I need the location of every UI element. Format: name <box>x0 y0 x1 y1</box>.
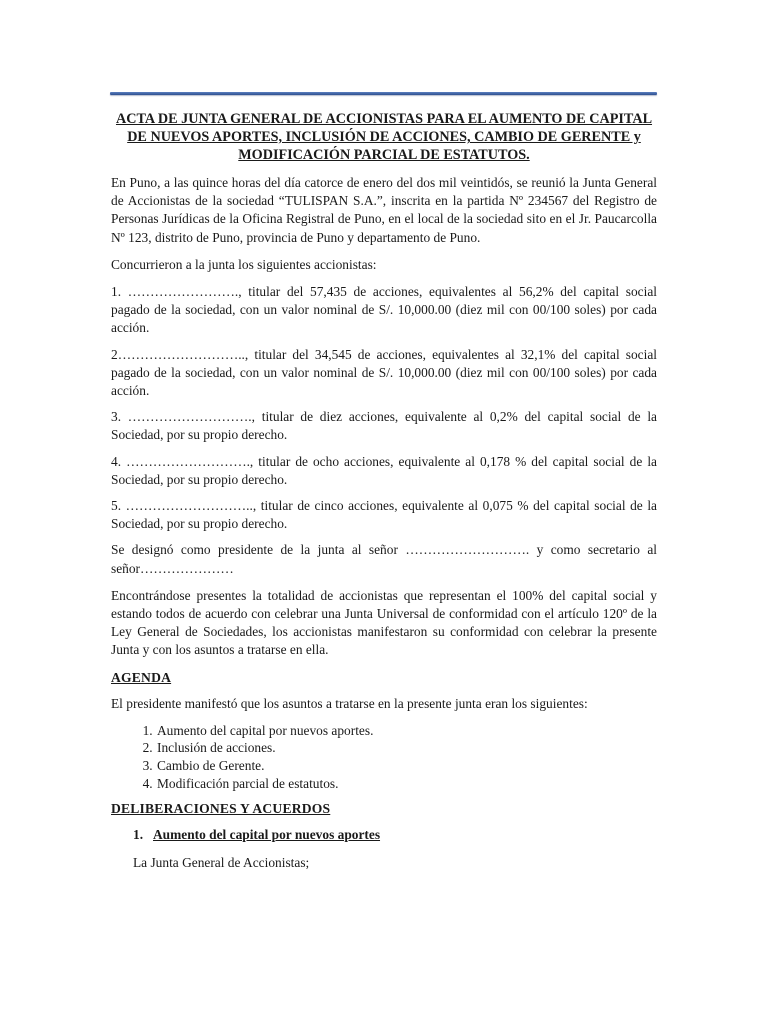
agenda-item-2: 2. Inclusión de acciones. <box>156 739 657 757</box>
closing-line: La Junta General de Accionistas; <box>133 855 310 871</box>
document-title: ACTA DE JUNTA GENERAL DE ACCIONISTAS PARA EL AUMENTO DE CAPITAL DE NUEVOS APORTES, INCLUSIÓN DE ACCIONES, CAMBIO DE GERENTE y MODIFICACIÓN PARCIAL DE ESTATUTOS. <box>115 111 653 163</box>
header-rule <box>110 92 657 95</box>
agenda-list <box>111 722 657 792</box>
shareholder-item-2: 2……………………….., titular del 34,545 de acciones, equivalentes al 32,1% del capital social pagado de la sociedad, con un valor nominal de S/. 10,000.00 (diez mil con 00/100 soles) por cada acción. <box>111 346 657 399</box>
quorum-paragraph: Encontrándose presentes la totalidad de accionistas que representan el 100% del capital social y estando todos de acuerdo con celebrar una Junta Universal de conformidad con el artículo 120º de la Ley General de Sociedades, los accionistas manifestaron su conformidad con celebrar la presente Junta y con los asuntos a tratarse en ella. <box>111 587 657 658</box>
intro-paragraph: En Puno, a las quince horas del día catorce de enero del dos mil veintidós, se reunió la Junta General de Accionistas de la sociedad “TULISPAN S.A.”, inscrita en la partida Nº 234567 del Registro de Personas Jurídicas de la Oficina Registral de Puno, en el local de la sociedad sito en el Jr. Paucarcolla Nº 123, distrito de Puno, provincia de Puno y departamento de Puno. <box>111 175 657 245</box>
agenda-item-1: 1. Aumento del capital por nuevos aportes. <box>156 722 657 740</box>
shareholder-item-4: 4. ………………………., titular de ocho acciones, equivalente al 0,178 % del capital social de la Sociedad, por su propio derecho. <box>111 453 657 487</box>
deliberations-heading: DELIBERACIONES Y ACUERDOS <box>111 801 331 817</box>
document-body <box>111 110 657 881</box>
shareholder-item-5: 5. ……………………….., titular de cinco acciones, equivalente al 0,075 % del capital social de la Sociedad, por su propio derecho. <box>111 498 657 532</box>
designation-paragraph: Se designó como presidente de la junta al señor ………………………. y como secretario al señor………………… <box>111 542 657 576</box>
agenda-heading: AGENDA <box>111 669 172 685</box>
subsection-title: Aumento del capital por nuevos aportes <box>153 827 381 843</box>
shareholder-item-1: 1. ……………………., titular del 57,435 de acciones, equivalentes al 56,2% del capital social pagado de la sociedad, con un valor nominal de S/. 10,000.00 (diez mil con 00/100 soles) por cada acción. <box>111 284 657 336</box>
agenda-item-3: 3. Cambio de Gerente. <box>156 757 657 775</box>
subsection-heading-1 <box>133 826 657 844</box>
agenda-item-4: 4. Modificación parcial de estatutos. <box>156 775 657 793</box>
attendees-intro: Concurrieron a la junta los siguientes accionistas: <box>111 256 377 272</box>
agenda-intro: El presidente manifestó que los asuntos a tratarse en la presente junta eran los siguientes: <box>111 695 588 711</box>
subsection-number: 1. <box>133 827 144 843</box>
shareholder-item-3: 3. ………………………., titular de diez acciones, equivalente al 0,2% del capital social de la Sociedad, por su propio derecho. <box>111 409 657 443</box>
